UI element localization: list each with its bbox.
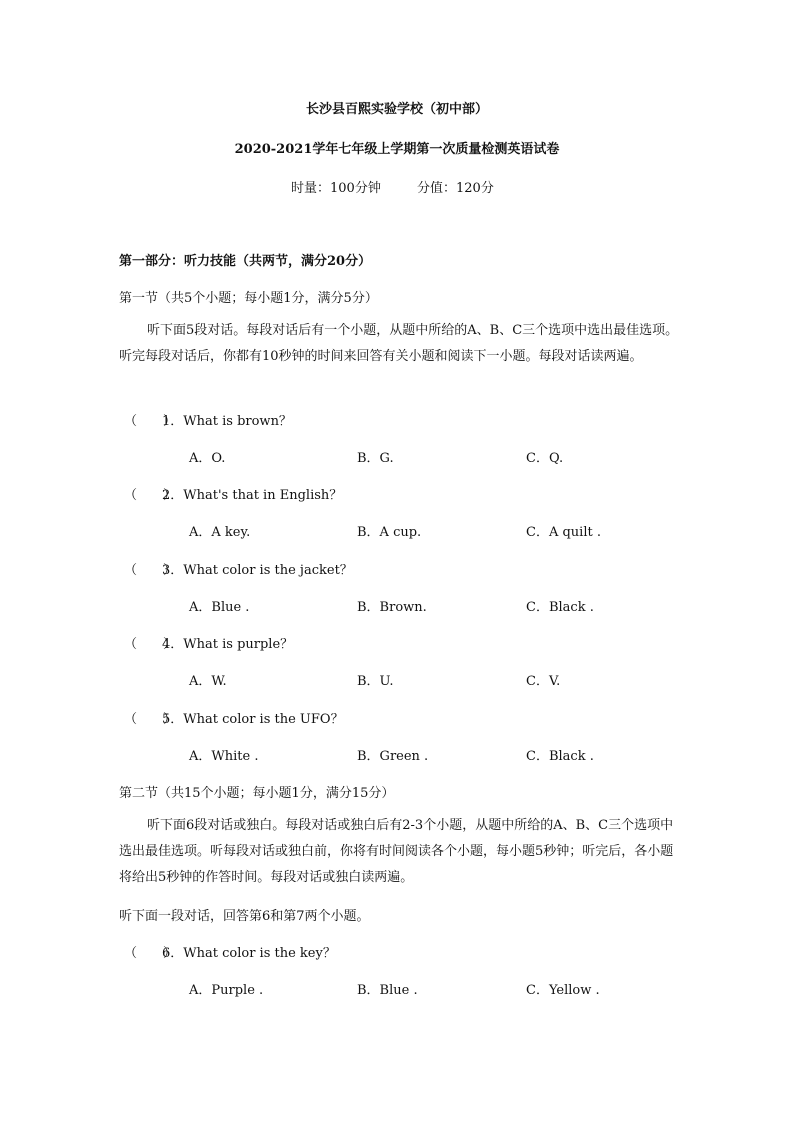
answer-blank: （ ） — [124, 488, 177, 503]
question-text: 1．What is brown？ — [162, 414, 292, 429]
option-b: B．Blue . — [357, 983, 418, 998]
question-text: 4．What is purple？ — [162, 637, 294, 652]
exam-title: 2020-2021学年七年级上学期第一次质量检测英语试卷 — [234, 142, 560, 157]
question-text: 2．What's that in English？ — [162, 488, 343, 503]
exam-score: 分值：120分 — [417, 181, 494, 196]
answer-blank: （ ） — [124, 637, 177, 652]
option-c: C．Black . — [526, 749, 594, 764]
option-b: B．U. — [357, 674, 394, 689]
school-name: 长沙县百熙实验学校（初中部） — [305, 102, 488, 117]
answer-blank: （ ） — [124, 712, 177, 727]
question-text: 5．What color is the UFO？ — [162, 712, 344, 727]
option-a: A．White . — [189, 749, 259, 764]
section2-title: 第二节（共15个小题；每小题1分，满分15分） — [119, 786, 395, 801]
part1-title: 第一部分：听力技能（共两节，满分20分） — [119, 254, 372, 269]
option-b: B．A cup. — [357, 525, 422, 540]
option-c: C．Q. — [526, 451, 564, 466]
section2-instructions: 听下面6段对话或独白。每段对话或独白后有2-3个小题，从题中所给的A、B、C三个选项中选出最佳选项。听每段对话或独白前，你将有时间阅读各个小题，每小题5秒钟；听完后，各小题将给出5秒钟的作答时间。每段对话或独白读两遍。 — [119, 818, 674, 885]
exam-time: 时量：100分钟 — [291, 181, 381, 196]
answer-blank: （ ） — [124, 414, 177, 429]
option-a: A．W. — [189, 674, 227, 689]
option-b: B．G. — [357, 451, 394, 466]
option-b: B．Green . — [357, 749, 429, 764]
option-a: A．A key. — [189, 525, 251, 540]
answer-blank: （ ） — [124, 946, 177, 961]
option-a: A．Blue . — [189, 600, 250, 615]
option-a: A．O. — [189, 451, 226, 466]
option-a: A．Purple . — [189, 983, 264, 998]
question-text: 3．What color is the jacket？ — [162, 563, 353, 578]
option-c: C．Yellow . — [526, 983, 600, 998]
question-text: 6．What color is the key？ — [162, 946, 336, 961]
section2-sub-instruction: 听下面一段对话，回答第6和第7两个小题。 — [119, 909, 370, 924]
option-c: C．V. — [526, 674, 561, 689]
answer-blank: （ ） — [124, 563, 177, 578]
section1-instructions: 听下面5段对话。每段对话后有一个小题，从题中所给的A、B、C三个选项中选出最佳选项。听完每段对话后，你都有10秒钟的时间来回答有关小题和阅读下一小题。每段对话读两遍。 — [119, 323, 679, 364]
option-c: C．Black . — [526, 600, 594, 615]
option-b: B．Brown. — [357, 600, 427, 615]
section1-title: 第一节（共5个小题；每小题1分，满分5分） — [119, 291, 378, 306]
option-c: C．A quilt . — [526, 525, 601, 540]
